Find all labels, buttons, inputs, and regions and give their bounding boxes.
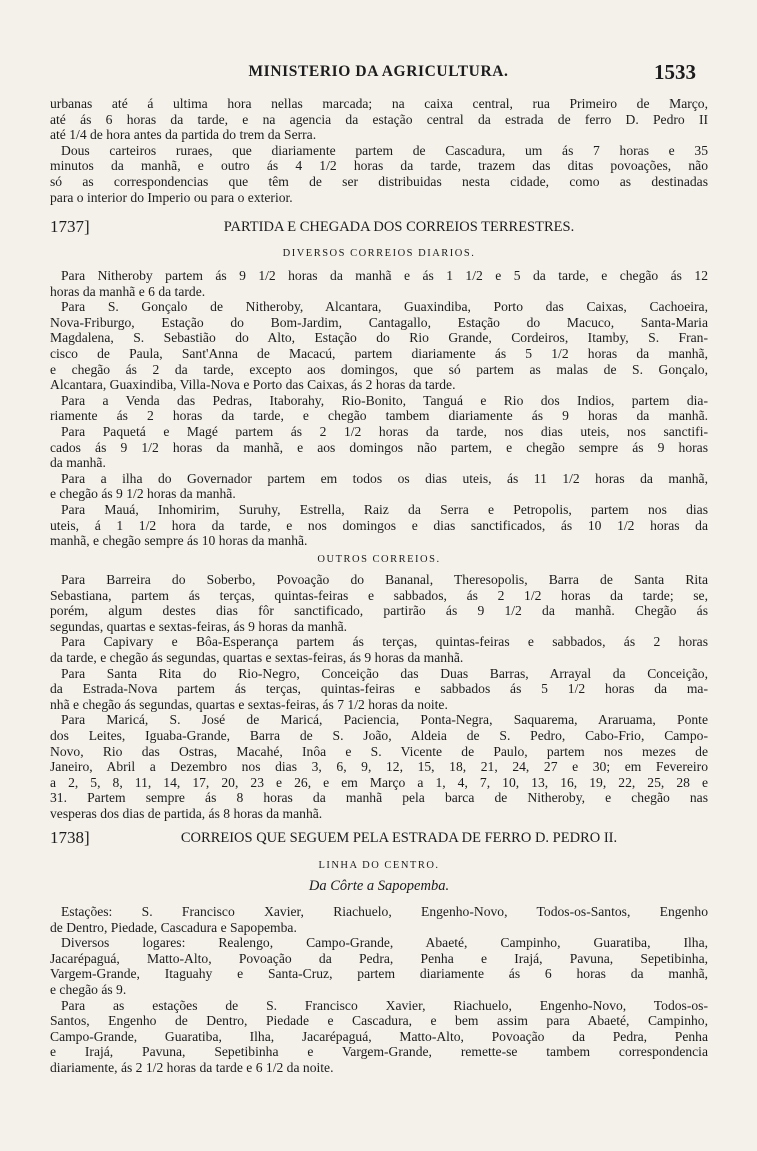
text-line: só as correspondencias que têm de ser distribuidas nesta cidade, como as destinadas [50, 173, 708, 189]
text-line: Para as estações de S. Francisco Xavier, Riachuelo, Engenho-Novo, Todos-os- [61, 997, 708, 1013]
route-title: Da Côrte a Sapopemba. [308, 878, 450, 894]
text-line: a 2, 5, 8, 11, 14, 17, 20, 23 e 26, e em Março a 1, 4, 7, 10, 13, 16, 19, 22, 25, 28 e [50, 774, 708, 790]
text-line: horas da manhã e 6 da tarde. [50, 283, 206, 299]
text-line: Novo, Rio das Ostras, Macahé, Inôa e S. Vicente de Paulo, partem nos mezes de [50, 743, 708, 759]
section-number: 1738] [50, 828, 90, 847]
daily-mail-paragraphs [50, 268, 708, 549]
text-line: Janeiro, Abril a Dezembro nos dias 3, 6, 9, 12, 15, 18, 21, 24, 27 e 30; em Fevereiro [50, 759, 708, 775]
text-line: Para a ilha do Governador partem em todos os dias uteis, ás 11 1/2 horas da manhã, [61, 470, 708, 486]
text-line: dos Leites, Iguaba-Grande, Barra de S. João, Aldeia de S. Pedro, Cabo-Frio, Campo- [50, 727, 708, 743]
text-line: Campo-Grande, Guaratiba, Ilha, Jacarépaguá, Matto-Alto, Povoação da Pedra, Penha [50, 1028, 708, 1044]
text-line: Jacarépaguá, Matto-Alto, Povoação da Pedra, Penha e Irajá, Pavuna, Sepetibinha, [50, 950, 708, 966]
text-line: nhã e chegão ás segundas, quartas e sextas-feiras, ás 7 1/2 horas da noite. [50, 696, 448, 712]
text-line: e chegão ás 9 1/2 horas da manhã. [50, 486, 236, 502]
text-line: Para Barreira do Soberbo, Povoação do Bananal, Theresopolis, Barra de Santa Rita [61, 572, 708, 587]
section-number: 1737] [50, 217, 90, 236]
text-line: Para S. Gonçalo de Nitheroby, Alcantara, Guaxindiba, Porto das Caixas, Cachoeira, [61, 299, 708, 315]
text-line: Vargem-Grande, Itaguahy e Santa-Cruz, partem diariamente ás 6 horas da manhã, [50, 966, 708, 982]
section-title: CORREIOS QUE SEGUEM PELA ESTRADA DE FERRO D. PEDRO II. [180, 830, 618, 846]
intro-paragraph [50, 96, 708, 205]
text-line: da manhã. [50, 455, 106, 471]
text-line: diariamente, ás 2 1/2 horas da tarde e 6 1/2 da noite. [50, 1059, 334, 1075]
text-line: cisco de Paula, Sant'Anna de Macacú, partem diariamente ás 5 1/2 horas da manhã, [50, 345, 708, 361]
subheading-other-mail: OUTROS CORREIOS. [317, 554, 441, 565]
railway-mail-paragraphs [50, 904, 708, 1076]
section-title: PARTIDA E CHEGADA DOS CORREIOS TERRESTRES. [223, 219, 575, 235]
text-line: Para Maricá, S. José de Maricá, Paciencia, Ponta-Negra, Saquarema, Araruama, Ponte [61, 712, 708, 728]
section-heading-1737 [50, 217, 708, 237]
text-line: segundas, quartas e sextas-feiras, ás 9 horas da manhã. [50, 618, 348, 634]
subheading-daily-mail: DIVERSOS CORREIOS DIARIOS. [282, 248, 476, 259]
text-line: e Irajá, Pavuna, Sepetibinha e Vargem-Grande, remette-se tambem correspondencia [50, 1044, 708, 1060]
section-heading-1738 [50, 828, 708, 848]
text-line: Diversos logares: Realengo, Campo-Grande, Abaeté, Campinho, Guaratiba, Ilha, [61, 935, 708, 951]
text-line: Para Paquetá e Magé partem ás 2 1/2 horas da tarde, nos dias uteis, nos sanctifi- [61, 423, 708, 439]
text-line: Sebastiana, partem ás terças, quintas-feiras e sabbados, ás 2 1/2 horas da tarde; se, [50, 587, 708, 603]
text-line: da Estrada-Nova partem ás terças, quintas-feiras e sabbados ás 5 1/2 horas da ma- [50, 681, 708, 697]
text-line: Estações: S. Francisco Xavier, Riachuelo, Engenho-Novo, Todos-os-Santos, Engenho [61, 904, 708, 919]
text-line: até 1/4 de hora antes da partida do trem da Serra. [50, 127, 317, 143]
text-line: urbanas até á ultima hora nellas marcada; na caixa central, rua Primeiro de Março, [50, 96, 708, 111]
text-line: riamente ás 2 horas da tarde, e chegão tambem diariamente ás 9 horas da manhã. [50, 408, 708, 424]
text-line: minutos da manhã, e outro ás 4 1/2 horas da tarde, trazem das ditas povoações, não [50, 158, 708, 174]
text-line: uteis, á 1 1/2 hora da tarde, e nos domingos e dias sanctificados, ás 10 1/2 horas da [50, 517, 708, 533]
text-line: de Dentro, Piedade, Cascadura e Sapopemba. [50, 919, 297, 935]
text-line: 31. Partem sempre ás 8 horas da manhã pela barca de Nitheroby, e chegão nas [50, 790, 708, 806]
text-line: vesperas dos dias de partida, ás 8 horas da manhã. [50, 805, 323, 821]
text-line: para o interior do Imperio ou para o exterior. [50, 189, 293, 205]
running-title: MINISTERIO DA AGRICULTURA. [248, 63, 509, 80]
text-line: cados ás 9 1/2 horas da manhã, e aos domingos não partem, e chegão sempre ás 9 horas [50, 439, 708, 455]
text-line: e chegão ás 2 da tarde, excepto aos domingos, que só partem as malas de S. Gonçalo, [50, 361, 708, 377]
text-line: Para a Venda das Pedras, Itaborahy, Rio-Bonito, Tanguá e Rio dos Indios, partem dia- [61, 392, 708, 408]
text-line: Santos, Engenho de Dentro, Piedade e Cascadura, e bem assim para Abaeté, Campinho, [50, 1013, 708, 1029]
page-number: 1533 [654, 60, 696, 84]
text-line: Para Nitheroby partem ás 9 1/2 horas da manhã e ás 1 1/2 e 5 da tarde, e chegão ás 12 [61, 268, 708, 283]
other-mail-paragraphs [50, 572, 708, 822]
text-line: Alcantara, Guaxindiba, Villa-Nova e Porto das Caixas, ás 2 horas da tarde. [50, 377, 456, 393]
text-line: Magdalena, S. Sebastião do Alto, Estação do Rio Grande, Cordeiros, Itamby, S. Fran- [50, 330, 708, 346]
text-line: porém, algum destes dias fôr sanctificado, partirão ás 9 1/2 da manhã. Chegão ás [50, 603, 708, 619]
text-line: Para Santa Rita do Rio-Negro, Conceição das Duas Barras, Arrayal da Conceição, [61, 665, 708, 681]
subheading-line: LINHA DO CENTRO. [318, 860, 440, 871]
text-line: e chegão ás 9. [50, 981, 127, 997]
page-header [0, 60, 757, 86]
text-line: Para Mauá, Inhomirim, Suruhy, Estrella, Raiz da Serra e Petropolis, partem nos dias [61, 501, 708, 517]
text-line: da tarde, e chegão ás segundas, quartas e sextas-feiras, ás 9 horas da manhã. [50, 649, 464, 665]
text-line: até ás 6 horas da tarde, e na agencia da estação central da estrada de ferro D. Pedro II [50, 111, 708, 127]
text-line: manhã, e chegão sempre ás 10 horas da manhã. [50, 533, 308, 549]
text-line: Nova-Friburgo, Estação do Bom-Jardim, Cantagallo, Estação do Macuco, Santa-Maria [50, 314, 708, 330]
text-line: Para Capivary e Bôa-Esperança partem ás terças, quintas-feiras e sabbados, ás 2 horas [61, 634, 708, 650]
text-line: Dous carteiros ruraes, que diariamente partem de Cascadura, um ás 7 horas e 35 [61, 142, 708, 158]
